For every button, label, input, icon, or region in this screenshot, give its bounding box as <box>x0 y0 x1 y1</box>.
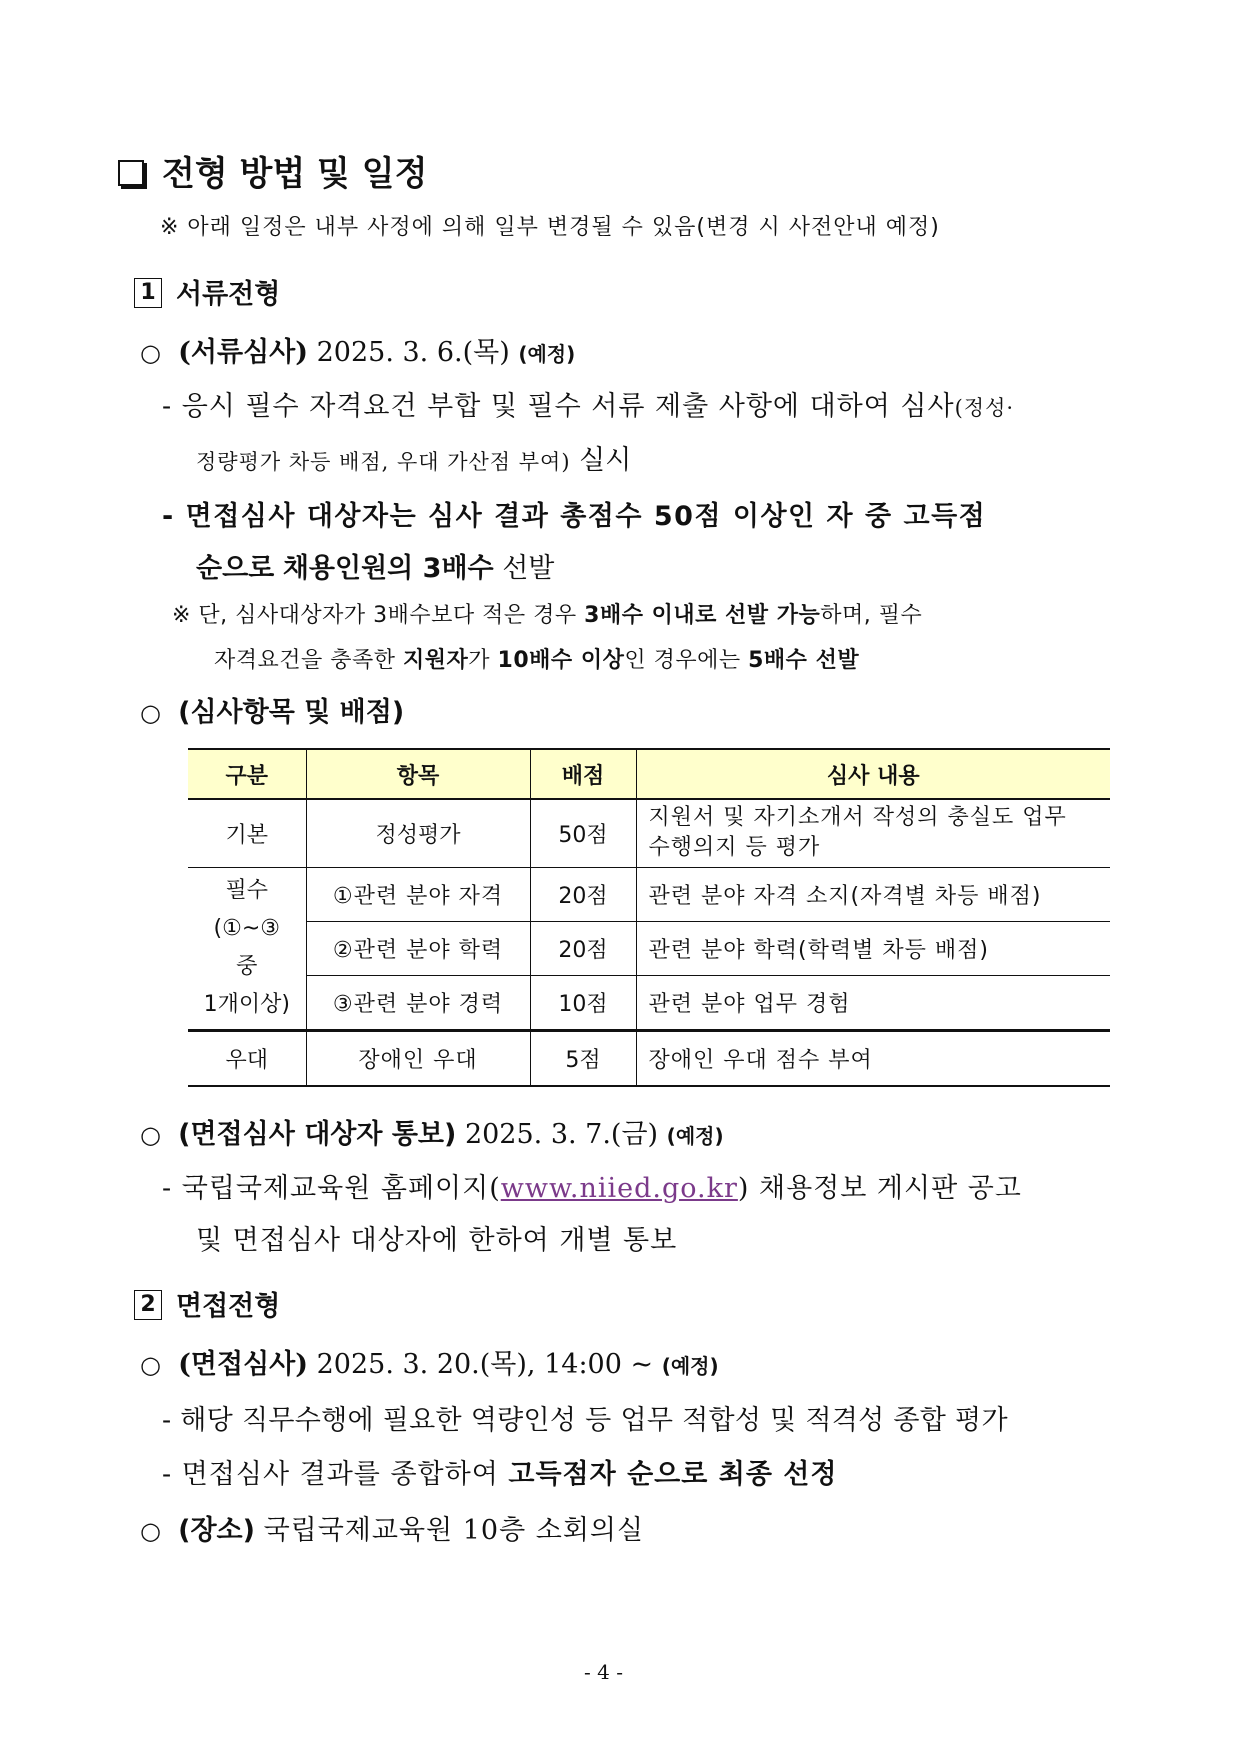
stage1-number-box: 1 <box>134 278 162 308</box>
notification-line: ○ (면접심사 대상자 통보) 2025. 3. 7.(금) (예정) <box>140 1119 724 1150</box>
review-criteria-line2: 정량평가 차등 배점, 우대 가산점 부여) 실시 <box>196 445 632 476</box>
interview-selection-line2: 순으로 채용인원의 3배수 선발 <box>196 553 555 584</box>
table-header-row <box>188 749 1110 799</box>
scoring-table <box>188 748 1110 1087</box>
table-row: 필수 (①~③ 중 1개이상) ①관련 분야 자격 20점 관련 분야 자격 소지(자격별 차등 배점) <box>188 867 1110 921</box>
interview-selection-line1: - 면접심사 대상자는 심사 결과 총점수 50점 이상인 자 중 고득점 <box>162 501 987 532</box>
table-row: 기본 정성평가 50점 지원서 및 자기소개서 작성의 충실도 업무 수행의지 등 평가 <box>188 799 1110 867</box>
table-row: ③관련 분야 경력 10점 관련 분야 업무 경험 <box>188 975 1110 1030</box>
header-category: 구분 <box>188 749 306 799</box>
location-line: ○ (장소) 국립국제교육원 10층 소회의실 <box>140 1515 645 1546</box>
header-content: 심사 내용 <box>636 749 1110 799</box>
table-row: 우대 장애인 우대 5점 장애인 우대 점수 부여 <box>188 1030 1110 1086</box>
header-item: 항목 <box>306 749 530 799</box>
required-category-cell: 필수 (①~③ 중 1개이상) <box>188 867 306 1030</box>
stage2-number-box: 2 <box>134 1290 162 1320</box>
selection-note-line1: ※ 단, 심사대상자가 3배수보다 적은 경우 3배수 이내로 선발 가능하며, 필수 <box>172 603 923 628</box>
interview-criteria-line: - 해당 직무수행에 필요한 역량인성 등 업무 적합성 및 적격성 종합 평가 <box>162 1405 1008 1436</box>
section-title: 전형 방법 및 일정 <box>118 146 427 195</box>
page-number: - 4 - <box>584 1660 623 1684</box>
interview-line: ○ (면접심사) 2025. 3. 20.(목), 14:00 ~ (예정) <box>140 1349 719 1380</box>
stage1-heading: 1 서류전형 <box>134 272 280 311</box>
checkbox-square-icon <box>118 160 144 186</box>
final-selection-line: - 면접심사 결과를 종합하여 고득점자 순으로 최종 선정 <box>162 1459 838 1490</box>
selection-note-line2: 자격요건을 충족한 지원자가 10배수 이상인 경우에는 5배수 선발 <box>214 648 860 673</box>
review-criteria-line1: - 응시 필수 자격요건 부합 및 필수 서류 제출 사항에 대하여 심사(정성· <box>162 391 1015 422</box>
table-row: ②관련 분야 학력 20점 관련 분야 학력(학력별 차등 배점) <box>188 921 1110 975</box>
header-score: 배점 <box>530 749 636 799</box>
schedule-notice: ※ 아래 일정은 내부 사정에 의해 일부 변경될 수 있음(변경 시 사전안내 예정) <box>160 215 940 240</box>
website-link[interactable]: www.niied.go.kr <box>500 1173 738 1204</box>
scoring-items-heading: ○ (심사항목 및 배점) <box>140 697 405 728</box>
notification-detail-line2: 및 면접심사 대상자에 한하여 개별 통보 <box>196 1225 678 1256</box>
notification-detail-line1: - 국립국제교육원 홈페이지(www.niied.go.kr) 채용정보 게시판 공고 <box>162 1173 1022 1204</box>
document-review-line: ○ (서류심사) 2025. 3. 6.(목) (예정) <box>140 337 576 368</box>
stage2-heading: 2 면접전형 <box>134 1284 280 1323</box>
